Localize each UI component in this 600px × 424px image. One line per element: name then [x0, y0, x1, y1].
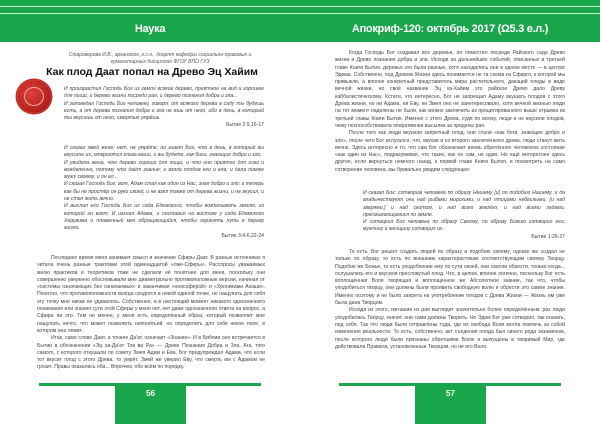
quote-paragraph: И заповедал Господь Бог человеку, говоря: от всякого дерева в саду ты будешь есть, а от дерева познания добра и зла не ешь от него, ибо в день, в который ты вкусишь от него, смертью умрёшь. [64, 100, 264, 122]
section-title: Наука [134, 23, 166, 35]
article-body-right-1 [335, 50, 565, 174]
epigraph-2 [64, 145, 264, 240]
article-body-left [37, 255, 265, 372]
quote-reference: Бытие 2:9,16-17 [226, 122, 264, 129]
quote-paragraph: И сказал Бог: сотворим человека по образу Нашему [и] по подобию Нашему, и да владычествуют они над рыбами морскими, и над птицами небесными, [и над зверями,] и над скотом, и над всею землёю, и над всеми гадами, пресмыкающимися по земле. [363, 190, 565, 218]
body-paragraph: Последнее время меня занимает смысл и значение Сфиры Даат. В разных источниках я читала очень разные трактовки этой одиннадцатой «лже-Сфиры». Расспросы уважаемых мною практиков и теоретиков тоже не сделали её понятнее для меня, поскольку они совершенно уверенно обосновывали мне диаметрально противоположные версии, начиная от «системы означающих без означаемых» и заканчивая «неософерой» и «Хрониками Акаши». Понятно, что противоположности всегда сходятся в некой единой точке, но нащупать для себя эту точку мне никак не удавалось. Собственно, и в настоящий момент никакого однозначного понимания или знания сути этой Сферы у меня нет, нет даже однозначного ответа на вопрос, а Сфира ли это. Тем не менее, у меня есть определённый образ, который позволяет мне нащупать нечто, что может позволить непонятьей, но определить для себя некое поле, в котором она лежит. [37, 255, 265, 334]
body-paragraph: Итак, само слово Даат, а точнее Да'ат, означает «Знание». И в Библии оно встречается в Бытии в обозначении «Эц ха-Да'ат Тов ва Ра» — Древо Познания Добра и Зла. Ага, того самого, с которого откушали по совету Змея Адам и Ева. Бог предупреждал Адама, что если тот вкусит плод с этого Древа, то умрёт. Змей же уверил Еву, что смерть им с Адамом не грозит. Правы оказались оба... Впрочем, обо всём по порядку. [37, 335, 265, 371]
quote-paragraph: И выслал его Господь Бог из сада Едемского, чтобы возделывать землю, из которой он взят. И изгнал Адама, и поставил на востоке у сада Едемского Херувима и пламенный меч обращающийся, чтобы охранять путь к дереву жизни. [64, 203, 264, 232]
page-number: 57 [415, 385, 486, 424]
section-header-left [0, 0, 300, 42]
quote-paragraph: И увидела жена, что дерево хорошо для пищи, и что оно приятно для глаз и вожделенно, потому что даёт знание; и взяла плодов его и ела; и дала также мужу своему, и он ел... [64, 159, 264, 181]
body-paragraph: Когда Господь Бог создавал все деревья, он поместил посреди Райского сада Древо жизни и Древо познания добра и зла. Исходя из дальнейших событий, описанных в третьей главе Книги Бытия, деревья это были разные, хотя находились они в одном месте — в центре Эдема. Собственно, под Древом Жизни здесь понимается не та схема из Сфирот, к которой мы привыкли, а вполне конкретный представитель мира растительного, дающий плоды в виде вечной жизни, но своё название Эц ха-Хайим это райское Древо дало Древу каббалистическому. Кстати, что интересно, Бог не запрещал Адаму вкушать плодов с этого Древа жизни, но ни Адама, ни Еву, ни Змея оно не заинтересовало, хотя вечной жизнью люди на тот момент наделены не были, как можно заключить из процитированного выше отрывка из третьей главы Книги Бытия. Именно с этого Древа, судя по всему, люди и не вкусили плодов, чему поспособствовала оперативная высылка за пределы рая. [335, 50, 565, 129]
quote-paragraph: И произрастил Господь Бог из земли всякое дерево, приятное на вид и хорошее для пищи, и дерево жизни посреди рая, и дерево познания добра и зла... [64, 86, 264, 100]
body-paragraph: После того как люди вкусили запретный плод, они стали «как боги, знающие добро и зло», после чего Бог испугался, что, вкусив и со второго заключённого древа, люди станут жить вечно. Здесь интересно и то, что сам Бог обозначает вновь обретённое человеком состояние «как один из Нас», подразумевая, что таких, как он сам, не один. Но ещё интереснее здесь другое, если вернуться немного назад, к первой главе Книги Бытия, и посмотреть на само сотворение человека, мы буквально увидим следующее: [335, 130, 565, 173]
epigraph-1 [64, 86, 264, 130]
page-number: 56 [115, 385, 186, 424]
article-title: Как плод Даат попал на Древо Эц Хайим [46, 66, 258, 78]
quote-paragraph: И сотворил Бог человека по образу Своему, по образу Божию сотворил его; мужчину и женщину сотворил их. [363, 219, 565, 233]
body-paragraph: То есть, Бог решил создать людей по образу и подобию своему, однако же создал не только по образу, то есть по внешним характеристикам соответствующим своему Творцу. Подобие же Божье, то есть уподобление ему по сути своей, они смогли обрести, только когда... ослушались его и вкусили пресловутый плод. Что, в целом, вполне логично, поскольку Бог есть воплощённая Воля творящая и воплощённое же Абсолютное знание, так что, чтобы уподобиться творцу, они должны были проявить свободную волю и обрести это самое знание. Именно поэтому и не было запрета на употребление плодов с Древа Жизни — Жизнь им уже была дана Творцом. [335, 249, 565, 307]
quote-reference: Бытие 1:26-27 [531, 233, 565, 240]
epigraph-3 [363, 190, 565, 241]
issue-title: Апокриф-120: октябрь 2017 (Ω5.3 е.л.) [351, 23, 549, 35]
section-header-right [300, 0, 600, 42]
quote-paragraph: И сказал Господь Бог: вот, Адам стал как один из Нас, зная добро и зло; и теперь как бы не простёр он руки своей, и не взял также от дерева жизни, и не вкусил, и не стал жить вечно. [64, 181, 264, 203]
divider [0, 6, 300, 7]
divider [0, 13, 300, 14]
quote-reference: Бытие 3:4-6,22-24 [221, 232, 264, 239]
author-line: Староверова И.В., арханолог, к.с.н., доцент кафедры социально-правовых и гуманитарных дисциплин ФГОУ ВПО ГУЗ [68, 52, 252, 65]
divider [300, 13, 600, 14]
quote-paragraph: И сказал змей жене: нет, не умрёте, но знает Бог, что в день, в который вы вкусите их, откроются глаза ваши, и вы будете, как боги, знающие добро и зло. [64, 145, 264, 159]
divider [300, 6, 600, 7]
body-paragraph: Исходя из этого, изгнание из рая выглядит значительно более определённым: раз люди уподобились Творцу, значит, они сами должны Творить. Но Эдем Бог уже сотворил, так сказать, под себя. Так что люди были отправлены туда, где их свобода Воли могла повлечь за собой изменения реальности. То есть, собственно, акт съедения плода был своего рода экзаменом, после которого люди были признаны обретшими Волю и выпущены в творимый Мир, где действовали Правила, установленные Творцом, но не его Воля. [335, 307, 565, 350]
wax-seal-image [17, 80, 51, 113]
article-body-right-2 [335, 249, 565, 351]
